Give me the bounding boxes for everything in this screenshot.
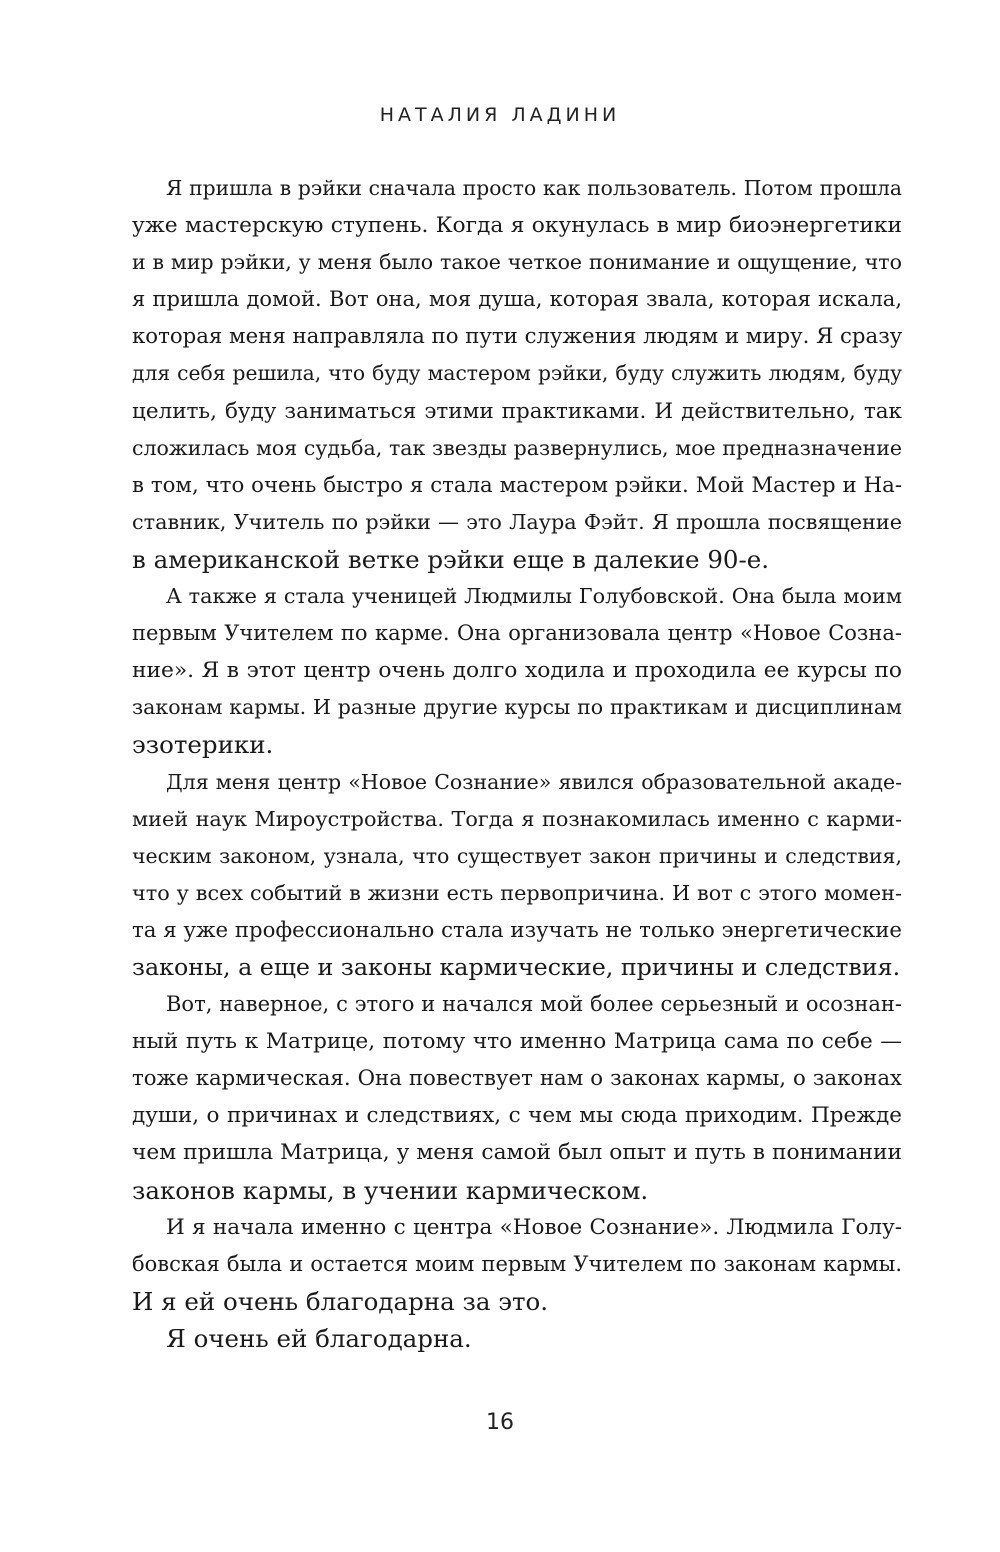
paragraph-5 [132,1209,902,1320]
text-line: Вот, наверное, с этого и начался мой более серьезный и осознан- [166,992,902,1017]
text-line: Я очень ей благодарна. [166,1323,472,1353]
text-line: И я ей очень благодарна за это. [132,1286,549,1316]
text-line: для себя решила, что буду мастером рэйки, буду служить людям, буду [132,361,902,386]
paragraph-3 [132,764,902,987]
text-line: ставник, Учитель по рэйки — это Лаура Фэйт. Я прошла посвящение [132,509,902,534]
text-line: в американской ветке рэйки еще в далекие 90-е. [132,544,770,574]
page-number: 16 [486,1410,514,1435]
text-line: Для меня центр «Новое Сознание» явился образовательной акаде- [166,769,902,794]
text-line: законов кармы, в учении кармическом. [132,1175,649,1205]
text-line: ный путь к Матрице, потому что именно Матрица сама по себе — [132,1029,902,1055]
text-line: ческим законом, узнала, что существует закон причины и следствия, [132,843,902,868]
text-line: тоже кармическая. Она повествует нам о законах кармы, о законах [132,1066,902,1092]
body-text [132,170,902,1357]
text-line: И я начала именно с центра «Новое Сознание». Людмила Голу- [166,1214,902,1240]
text-line: сложилась моя судьба, так звезды развернулись, мое предназначение [132,435,902,460]
paragraph-2 [132,578,902,763]
text-line: уже мастерскую ступень. Когда я окунулась в мир биоэнергетики [132,213,902,239]
text-line: я пришла домой. Вот она, моя душа, которая звала, которая искала, [132,287,902,312]
paragraph-6 [132,1320,902,1357]
text-line: А также я стала ученицей Людмилы Голубовской. Она была моим [166,584,902,609]
paragraph-1 [132,170,902,578]
running-header: НАТАЛИЯ ЛАДИНИ [379,104,621,126]
text-line: бовская была и остается моим первым Учителем по законам кармы. [132,1251,902,1276]
text-line: эзотерики. [132,730,274,760]
text-line: та я уже профессионально стала изучать не только энергетические [132,917,902,943]
text-line: что у всех событий в жизни есть первопричина. И вот с этого момен- [132,880,902,905]
text-line: первым Учителем по карме. Она организовала центр «Новое Созна- [132,621,902,646]
text-line: ние». Я в этот центр очень долго ходила и проходила ее курсы по [132,658,902,684]
text-line: и в мир рэйки, у меня было такое четкое понимание и ощущение, что [132,250,902,275]
text-line: целить, буду заниматься этими практиками. И действительно, так [132,398,902,424]
text-line: законы, а еще и законы кармические, причины и следствия. [132,952,901,981]
text-line: в том, что очень быстро я стала мастером рэйки. Мой Мастер и На- [132,472,902,498]
text-line: души, о причинах и следствиях, с чем мы сюда приходим. Прежде [132,1103,902,1129]
paragraph-4 [132,986,902,1209]
text-line: чем пришла Матрица, у меня самой был опыт и путь в понимании [132,1140,902,1166]
text-line: Я пришла в рэйки сначала просто как пользователь. Потом прошла [166,176,902,200]
text-line: законам кармы. И разные другие курсы по практикам и дисциплинам [132,695,902,720]
text-line: мией наук Мироустройства. Тогда я познакомилась именно с карми- [132,806,902,831]
text-line: которая меня направляла по пути служения людям и миру. Я сразу [132,324,903,350]
